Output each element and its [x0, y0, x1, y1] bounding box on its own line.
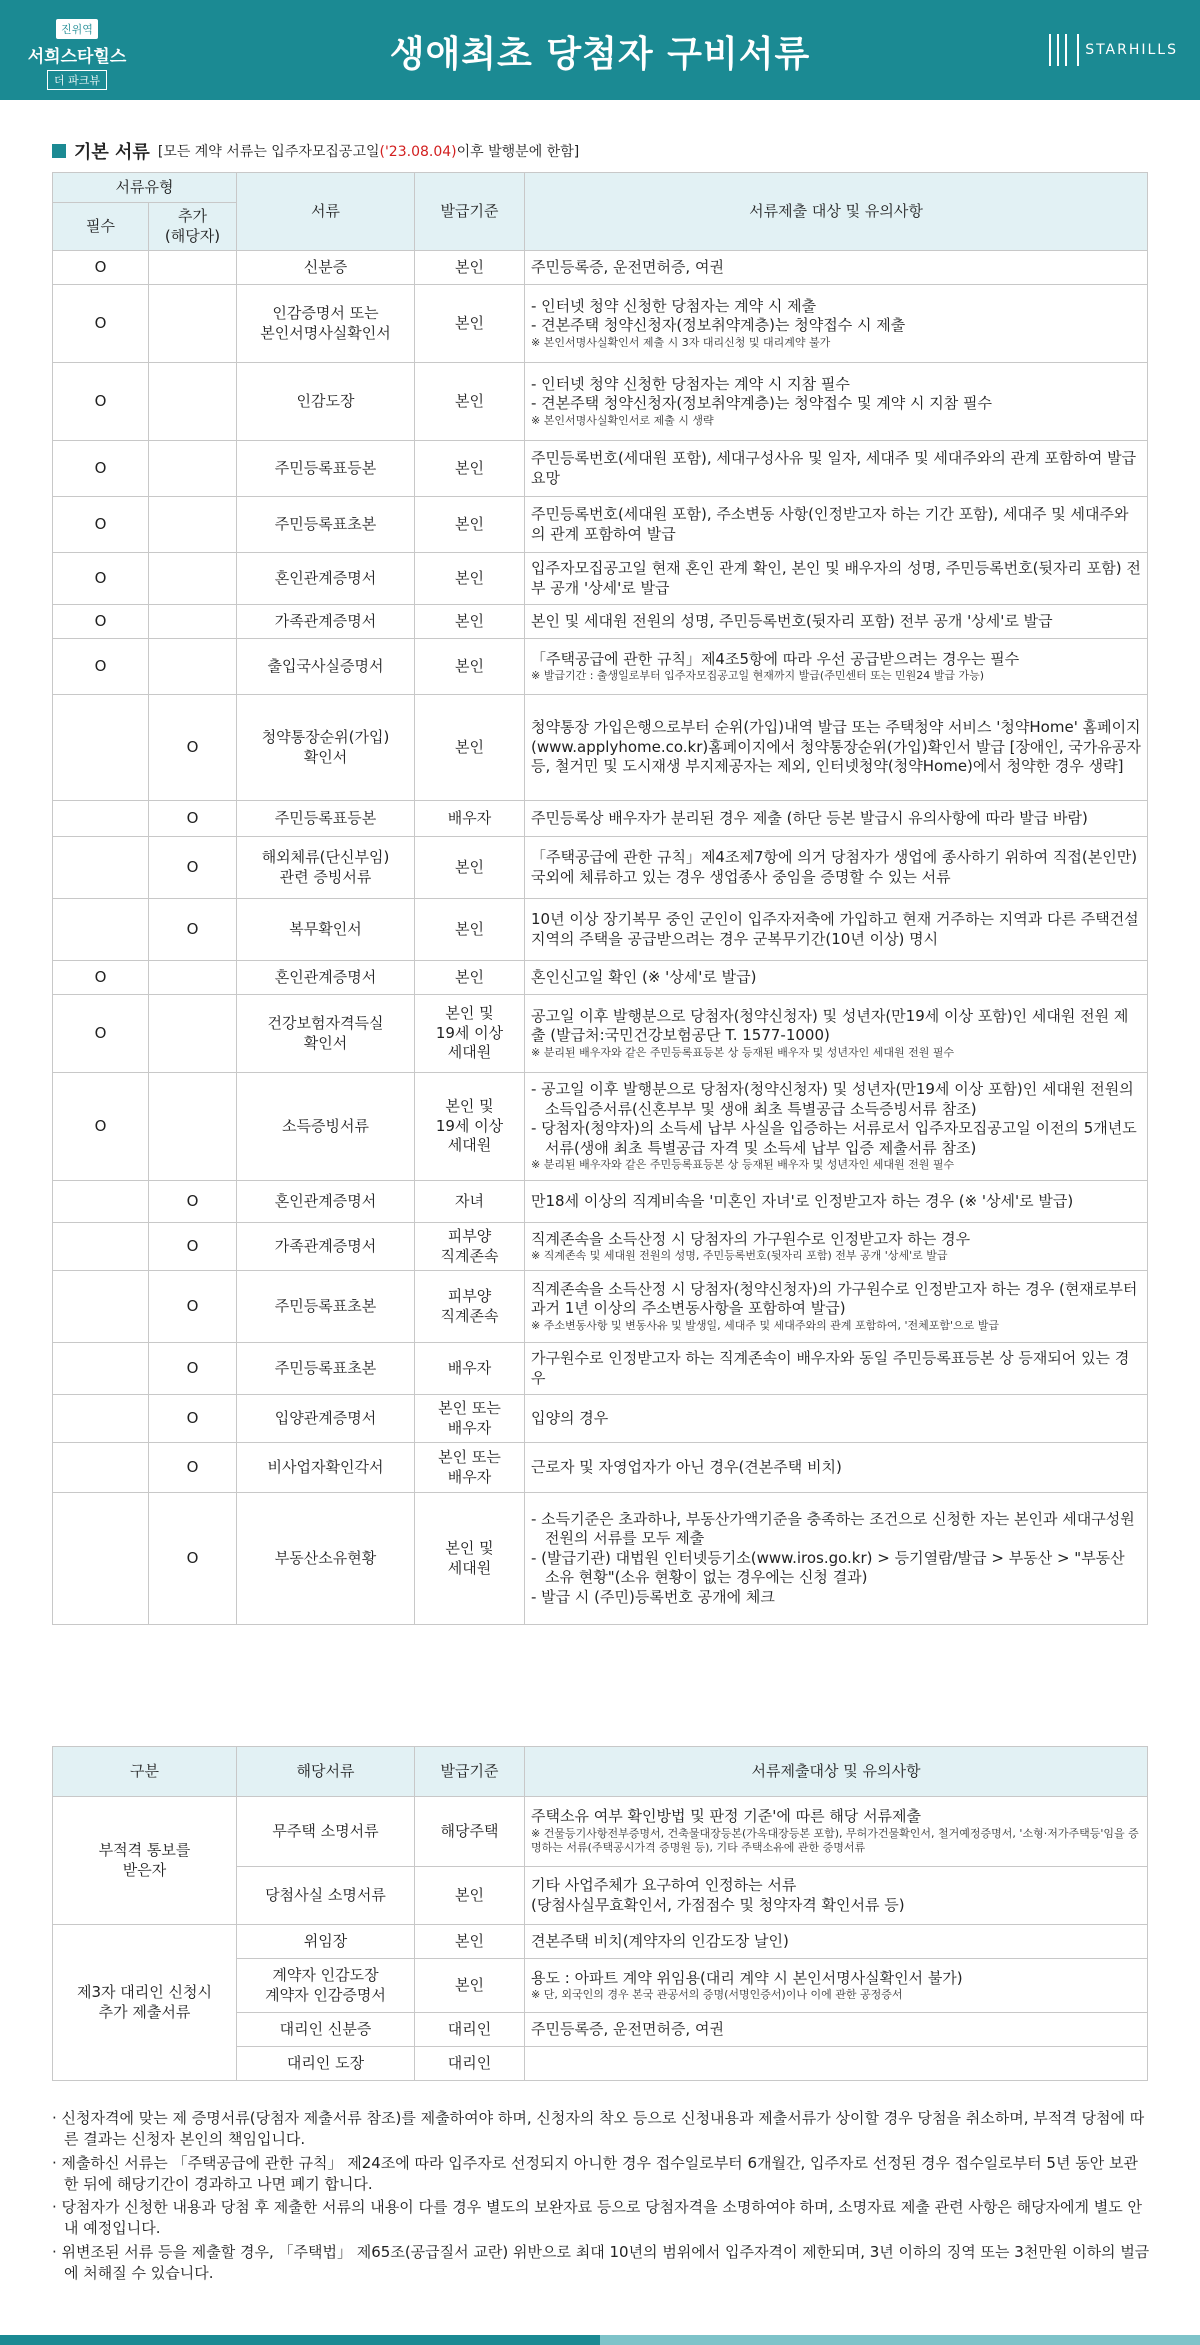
extra-mark [149, 995, 237, 1073]
doc-name: 건강보험자격득실 확인서 [237, 995, 415, 1073]
extra-mark [149, 441, 237, 497]
footnote-item: · 위변조된 서류 등을 제출할 경우, 「주택법」 제65조(공급질서 교란) 위반으로 최대 10년의 범위에서 입주자격이 제한되며, 3년 이하의 징역 또는 3천만원 이하의 벌금에 처해질 수 있습니다. [52, 2242, 1150, 2283]
extra-mark: O [149, 899, 237, 961]
extra-mark: O [149, 837, 237, 899]
header-category: 구분 [53, 1747, 237, 1797]
table-row [53, 1343, 1148, 1395]
doc-basis: 본인 [415, 553, 525, 605]
doc-basis: 본인 [415, 1925, 525, 1959]
doc-basis: 본인 [415, 441, 525, 497]
required-mark [53, 1223, 149, 1271]
section-note [158, 141, 579, 161]
doc-name: 혼인관계증명서 [237, 553, 415, 605]
required-mark [53, 1493, 149, 1625]
note-line: - (발급기관) 대법원 인터넷등기소(www.iros.go.kr) > 등기열람/발급 > 부동산 > "부동산 소유 현황"(소유 현황이 없는 경우에는 신청 결과) [531, 1548, 1125, 1587]
doc-name: 당첨사실 소명서류 [237, 1867, 415, 1925]
note-line: 입양의 경우 [531, 1408, 609, 1427]
notes-cell [525, 1073, 1148, 1181]
table-row [53, 639, 1148, 695]
starhills-logo-text: STARHILLS [1085, 42, 1178, 58]
table-row [53, 801, 1148, 837]
notes-cell [525, 1959, 1148, 2013]
header-doc: 서류 [237, 173, 415, 251]
note-small: ※ 분리된 배우자와 같은 주민등록표등본 상 등재된 배우자 및 성년자인 세대원 전원 필수 [531, 1045, 955, 1059]
doc-name: 부동산소유현황 [237, 1493, 415, 1625]
footnote-item: · 신청자격에 맞는 제 증명서류(당첨자 제출서류 참조)를 제출하여야 하며, 신청자의 착오 등으로 신청내용과 제출서류가 상이할 경우 당첨을 취소하며, 부적격 당첨에 따른 결과는 신청자 본인의 책임입니다. [52, 2109, 1145, 2149]
required-mark [53, 1343, 149, 1395]
extra-mark [149, 363, 237, 441]
note-line: - 소득기준은 초과하나, 부동산가액기준을 충족하는 조건으로 신청한 자는 본인과 세대구성원 전원의 서류를 모두 제출 [531, 1509, 1135, 1548]
doc-name: 복무확인서 [237, 899, 415, 961]
doc-name: 주민등록표초본 [237, 497, 415, 553]
header-doc2: 해당서류 [237, 1747, 415, 1797]
note-line: 견본주택 비치(계약자의 인감도장 날인) [531, 1931, 789, 1950]
note-line: - 당첨자(청약자)의 소득세 납부 사실을 입증하는 서류로서 입주자모집공고일 이전의 5개년도 서류(생애 최초 특별공급 자격 및 소득세 납부 입증 제출서류 참조) [531, 1119, 1137, 1157]
note-line: 주민등록증, 운전면허증, 여권 [531, 257, 724, 276]
notes-cell [525, 695, 1148, 801]
table-row [53, 1223, 1148, 1271]
table-row [53, 1271, 1148, 1343]
footnote-item: · 당첨자가 신청한 내용과 당첨 후 제출한 서류의 내용이 다를 경우 별도의 보완자료 등으로 당첨자격을 소명하여야 하며, 소명자료 제출 관련 사항은 해당자에게 별도 안내 예정입니다. [52, 2198, 1143, 2238]
header-required: 필수 [53, 203, 149, 251]
notes-cell [525, 441, 1148, 497]
notes-cell [525, 1493, 1148, 1625]
note-line: 10년 이상 장기복무 중인 군인이 입주자저축에 가입하고 현재 거주하는 지역과 다른 주택건설지역의 주택을 공급받으려는 경우 군복무기간(10년 이상) 명시 [531, 910, 1139, 948]
doc-basis: 배우자 [415, 801, 525, 837]
doc-basis: 배우자 [415, 1343, 525, 1395]
doc-name: 혼인관계증명서 [237, 961, 415, 995]
extra-mark [149, 251, 237, 285]
doc-basis: 본인 및 19세 이상 세대원 [415, 1073, 525, 1181]
extra-mark: O [149, 1493, 237, 1625]
required-mark [53, 1395, 149, 1443]
note-line: 주택소유 여부 확인방법 및 판정 기준'에 따른 해당 서류제출 [531, 1807, 922, 1826]
table-row [53, 1073, 1148, 1181]
note-line: 기타 사업주체가 요구하여 인정하는 서류 [531, 1876, 797, 1894]
required-mark: O [53, 995, 149, 1073]
note-small: ※ 발급기간 : 출생일로부터 입주자모집공고일 현재까지 발급(주민센터 또는 민원24 발급 가능) [531, 669, 985, 683]
table-row [53, 1797, 1148, 1867]
extra-mark [149, 639, 237, 695]
notes-cell [525, 1797, 1148, 1867]
header-doc-type: 서류유형 [53, 173, 237, 203]
section-title-text: 기본 서류 [74, 142, 150, 163]
doc-basis: 본인 또는 배우자 [415, 1443, 525, 1493]
doc-name: 대리인 신분증 [237, 2013, 415, 2047]
note-small: ※ 주소변동사항 및 변동사유 및 발생일, 세대주 및 세대주와의 관계 포함하여, '전체포함'으로 발급 [531, 1318, 1000, 1332]
required-mark: O [53, 639, 149, 695]
doc-basis: 본인 [415, 285, 525, 363]
note-line: - 견본주택 청약신청자(정보취약계층)는 청약접수 시 제출 [531, 316, 906, 335]
doc-name: 무주택 소명서류 [237, 1797, 415, 1867]
required-mark [53, 837, 149, 899]
doc-name: 비사업자확인각서 [237, 1443, 415, 1493]
doc-basis: 본인 [415, 1867, 525, 1925]
required-mark: O [53, 251, 149, 285]
header-extra: 추가 (해당자) [149, 203, 237, 251]
brand-tag: 진위역 [56, 19, 98, 39]
notes-cell [525, 1271, 1148, 1343]
doc-name: 주민등록표등본 [237, 441, 415, 497]
extra-mark [149, 605, 237, 639]
extra-mark: O [149, 1343, 237, 1395]
note-line: 「주택공급에 관한 규칙」제4조제7항에 의거 당첨자가 생업에 종사하기 위하여 직접(본인만) 국외에 체류하고 있는 경우 생업종사 중임을 증명할 수 있는 서류 [531, 848, 1138, 886]
required-mark: O [53, 553, 149, 605]
required-mark: O [53, 605, 149, 639]
note-line: 입주자모집공고일 현재 혼인 관계 확인, 본인 및 배우자의 성명, 주민등록번호(뒷자리 포함) 전부 공개 '상세'로 발급 [531, 559, 1141, 597]
note-line: - 공고일 이후 발행분으로 당첨자(청약신청자) 및 성년자(만19세 이상 포함)인 세대원 전원의 소득입증서류(신혼부부 및 생애 최초 특별공급 소득증빙서류 참조) [531, 1080, 1134, 1118]
note-line: 주민등록상 배우자가 분리된 경우 제출 (하단 등본 발급시 유의사항에 따라 발급 바람) [531, 808, 1088, 827]
notes-cell [525, 285, 1148, 363]
note-line: - 인터넷 청약 신청한 당첨자는 계약 시 제출 [531, 296, 817, 315]
required-mark: O [53, 441, 149, 497]
notes-cell [525, 639, 1148, 695]
notes-cell [525, 2013, 1148, 2047]
notes-cell [525, 899, 1148, 961]
doc-basis: 피부양 직계존속 [415, 1223, 525, 1271]
required-mark [53, 695, 149, 801]
doc-name: 입양관계증명서 [237, 1395, 415, 1443]
note-small: ※ 단, 외국인의 경우 본국 관공서의 증명(서명인증서)이나 이에 관한 공정증서 [531, 1988, 903, 2002]
notes-cell [525, 363, 1148, 441]
table-row [53, 1443, 1148, 1493]
extra-mark [149, 553, 237, 605]
section-square-icon [52, 144, 66, 158]
doc-name: 혼인관계증명서 [237, 1181, 415, 1223]
note-line: - 인터넷 청약 신청한 당첨자는 계약 시 지참 필수 [531, 374, 850, 393]
doc-basis: 본인 [415, 961, 525, 995]
table-row [53, 837, 1148, 899]
note-line: 주민등록번호(세대원 포함), 주소변동 사항(인정받고자 하는 기간 포함), 세대주 및 세대주와의 관계 포함하여 발급 [531, 505, 1129, 543]
page-title: 생애최초 당첨자 구비서류 [389, 34, 811, 75]
footnote-item: · 제출하신 서류는 「주택공급에 관한 규칙」 제24조에 따라 입주자로 선정되지 아니한 경우 접수일로부터 6개월간, 입주자로 선정된 경우 접수일로부터 5년 동안 보관한 뒤에 해당기간이 경과하고 나면 폐기 합니다. [52, 2153, 1138, 2193]
basic-documents-table [52, 172, 1148, 1625]
table-row [53, 961, 1148, 995]
note-line: - 견본주택 청약신청자(정보취약계층)는 청약접수 및 계약 시 지참 필수 [531, 394, 992, 413]
doc-basis: 본인 [415, 251, 525, 285]
doc-basis: 본인 [415, 695, 525, 801]
table-row [53, 363, 1148, 441]
table-row [53, 1493, 1148, 1625]
brand-name: 서희스타힐스 [27, 47, 127, 67]
doc-basis: 본인 [415, 1959, 525, 2013]
required-mark [53, 801, 149, 837]
notes-cell [525, 1395, 1148, 1443]
note-line: 용도 : 아파트 계약 위임용(대리 계약 시 본인서명사실확인서 불가) [531, 1968, 963, 1987]
doc-name: 소득증빙서류 [237, 1073, 415, 1181]
doc-name: 주민등록표등본 [237, 801, 415, 837]
doc-name: 청약통장순위(가입) 확인서 [237, 695, 415, 801]
extra-mark [149, 497, 237, 553]
notes-cell [525, 837, 1148, 899]
section-note-post: 이후 발행분에 한함] [456, 144, 580, 160]
footer-bar [0, 2335, 1200, 2345]
table-row [53, 1181, 1148, 1223]
extra-mark: O [149, 1181, 237, 1223]
table-row [53, 251, 1148, 285]
doc-basis: 대리인 [415, 2047, 525, 2081]
notes-cell [525, 1867, 1148, 1925]
notes-cell [525, 1343, 1148, 1395]
note-line: 근로자 및 자영업자가 아닌 경우(견본주택 비치) [531, 1457, 842, 1476]
doc-basis: 본인 [415, 363, 525, 441]
note-small: ※ 분리된 배우자와 같은 주민등록표등본 상 등재된 배우자 및 성년자인 세대원 전원 필수 [531, 1158, 955, 1172]
note-small: ※ 직계존속 및 세대원 전원의 성명, 주민등록번호(뒷자리 포함) 전부 공개 '상세'로 발급 [531, 1249, 948, 1263]
notes-cell [525, 1181, 1148, 1223]
notes-cell [525, 497, 1148, 553]
notes-cell [525, 605, 1148, 639]
notes-cell [525, 995, 1148, 1073]
required-mark: O [53, 1073, 149, 1181]
required-mark [53, 1181, 149, 1223]
doc-basis: 피부양 직계존속 [415, 1271, 525, 1343]
table-row [53, 285, 1148, 363]
notes-cell [525, 1925, 1148, 1959]
required-mark: O [53, 961, 149, 995]
doc-name: 계약자 인감도장 계약자 인감증명서 [237, 1959, 415, 2013]
special-documents-table [52, 1746, 1148, 2081]
doc-name: 인감증명서 또는 본인서명사실확인서 [237, 285, 415, 363]
doc-name: 가족관계증명서 [237, 1223, 415, 1271]
note-line: 직계존속을 소득산정 시 당첨자(청약신청자)의 가구원수로 인정받고자 하는 경우 (현재로부터 과거 1년 이상의 주소변동사항을 포함하여 발급) [531, 1279, 1138, 1318]
category-cell: 제3자 대리인 신청시 추가 제출서류 [53, 1925, 237, 2081]
doc-name: 해외체류(단신부임) 관련 증빙서류 [237, 837, 415, 899]
starhills-mark-icon [1049, 34, 1079, 66]
doc-basis: 본인 [415, 605, 525, 639]
doc-basis: 본인 [415, 899, 525, 961]
note-line: 가구원수로 인정받고자 하는 직계존속이 배우자와 동일 주민등록표등본 상 등재되어 있는 경우 [531, 1349, 1130, 1387]
table-row [53, 1395, 1148, 1443]
note-small: ※ 건물등기사항전부증명서, 건축물대장등본(가옥대장등본 포함), 무허가건물확인서, 철거예정증명서, '소형·저가주택등'임을 증명하는 서류(주택공시가격 증명원 등), 기타 주택소유에 관한 증명서류 [531, 1826, 1139, 1855]
table-row [53, 497, 1148, 553]
note-line: 「주택공급에 관한 규칙」제4조5항에 따라 우선 공급받으려는 경우는 필수 [531, 649, 1020, 668]
note-line: 직계존속을 소득산정 시 당첨자의 가구원수로 인정받고자 하는 경우 [531, 1229, 971, 1248]
doc-basis: 해당주택 [415, 1797, 525, 1867]
required-mark [53, 1443, 149, 1493]
section-note-pre: [모든 계약 서류는 입주자모집공고일 [157, 144, 380, 160]
doc-name: 가족관계증명서 [237, 605, 415, 639]
category-cell: 부적격 통보를 받은자 [53, 1797, 237, 1925]
doc-name: 대리인 도장 [237, 2047, 415, 2081]
required-mark: O [53, 363, 149, 441]
required-mark [53, 1271, 149, 1343]
required-mark: O [53, 497, 149, 553]
notes-cell [525, 801, 1148, 837]
notes-cell [525, 1223, 1148, 1271]
starhills-logo [1049, 34, 1178, 66]
doc-name: 주민등록표초본 [237, 1271, 415, 1343]
table-row [53, 441, 1148, 497]
note-line: 만18세 이상의 직계비속을 '미혼인 자녀'로 인정받고자 하는 경우 (※ '상세'로 발급) [531, 1191, 1074, 1210]
doc-name: 주민등록표초본 [237, 1343, 415, 1395]
required-mark: O [53, 285, 149, 363]
doc-name: 위임장 [237, 1925, 415, 1959]
note-line: 혼인신고일 확인 (※ '상세'로 발급) [531, 967, 757, 986]
note-small: ※ 본인서명사실확인서 제출 시 3자 대리신청 및 대리계약 불가 [531, 335, 831, 349]
extra-mark: O [149, 1271, 237, 1343]
notes-cell [525, 251, 1148, 285]
doc-basis: 본인 [415, 837, 525, 899]
extra-mark: O [149, 1443, 237, 1493]
note-line: 청약통장 가입은행으로부터 순위(가입)내역 발급 또는 주택청약 서비스 '청약Home' 홈페이지(www.applyhome.co.kr)홈페이지에서 청약통장순위(가입)확인서 발급 [장애인, 국가유공자 등, 철거민 및 도시재생 부지제공자는 제외, 인터넷청약(청약Home)에서 청약한 경우 생략] [531, 718, 1141, 776]
brand-sub: 더 파크뷰 [47, 70, 107, 90]
section-title [52, 138, 579, 164]
doc-basis: 자녀 [415, 1181, 525, 1223]
section-note-date: ('23.08.04) [379, 144, 457, 160]
notes-cell [525, 961, 1148, 995]
note-line: 공고일 이후 발행분으로 당첨자(청약신청자) 및 성년자(만19세 이상 포함)인 세대원 전원 제출 (발급처:국민건강보험공단 T. 1577-1000) [531, 1006, 1129, 1045]
doc-name: 인감도장 [237, 363, 415, 441]
extra-mark: O [149, 801, 237, 837]
table-row [53, 605, 1148, 639]
table-row [53, 995, 1148, 1073]
required-mark [53, 899, 149, 961]
note-line: 주민등록번호(세대원 포함), 세대구성사유 및 일자, 세대주 및 세대주와의 관계 포함하여 발급요망 [531, 449, 1137, 487]
header-notes: 서류제출 대상 및 유의사항 [525, 173, 1148, 251]
header-basis2: 발급기준 [415, 1747, 525, 1797]
page-header [0, 0, 1200, 100]
doc-basis: 본인 [415, 497, 525, 553]
table-row [53, 1925, 1148, 1959]
table-row [53, 899, 1148, 961]
note-line: - 발급 시 (주민)등록번호 공개에 체크 [531, 1587, 775, 1606]
doc-name: 출입국사실증명서 [237, 639, 415, 695]
note-line: 주민등록증, 운전면허증, 여권 [531, 2019, 724, 2038]
extra-mark [149, 285, 237, 363]
doc-basis: 본인 [415, 639, 525, 695]
doc-name: 신분증 [237, 251, 415, 285]
doc-basis: 본인 및 19세 이상 세대원 [415, 995, 525, 1073]
doc-basis: 본인 또는 배우자 [415, 1395, 525, 1443]
doc-basis: 대리인 [415, 2013, 525, 2047]
notes-cell [525, 1443, 1148, 1493]
extra-mark: O [149, 1395, 237, 1443]
header-notes2: 서류제출대상 및 유의사항 [525, 1747, 1148, 1797]
extra-mark: O [149, 1223, 237, 1271]
note-small: ※ 본인서명사실확인서로 제출 시 생략 [531, 413, 714, 427]
header-basis: 발급기준 [415, 173, 525, 251]
extra-mark [149, 961, 237, 995]
extra-mark: O [149, 695, 237, 801]
table-row [53, 695, 1148, 801]
extra-mark [149, 1073, 237, 1181]
note-line: (당첨사실무효확인서, 가점점수 및 청약자격 확인서류 등) [531, 1895, 905, 1914]
notes-cell [525, 2047, 1148, 2081]
doc-basis: 본인 및 세대원 [415, 1493, 525, 1625]
notes-cell [525, 553, 1148, 605]
note-line: 본인 및 세대원 전원의 성명, 주민등록번호(뒷자리 포함) 전부 공개 '상세'로 발급 [531, 611, 1053, 630]
footnotes [52, 2108, 1152, 2286]
table-row [53, 553, 1148, 605]
